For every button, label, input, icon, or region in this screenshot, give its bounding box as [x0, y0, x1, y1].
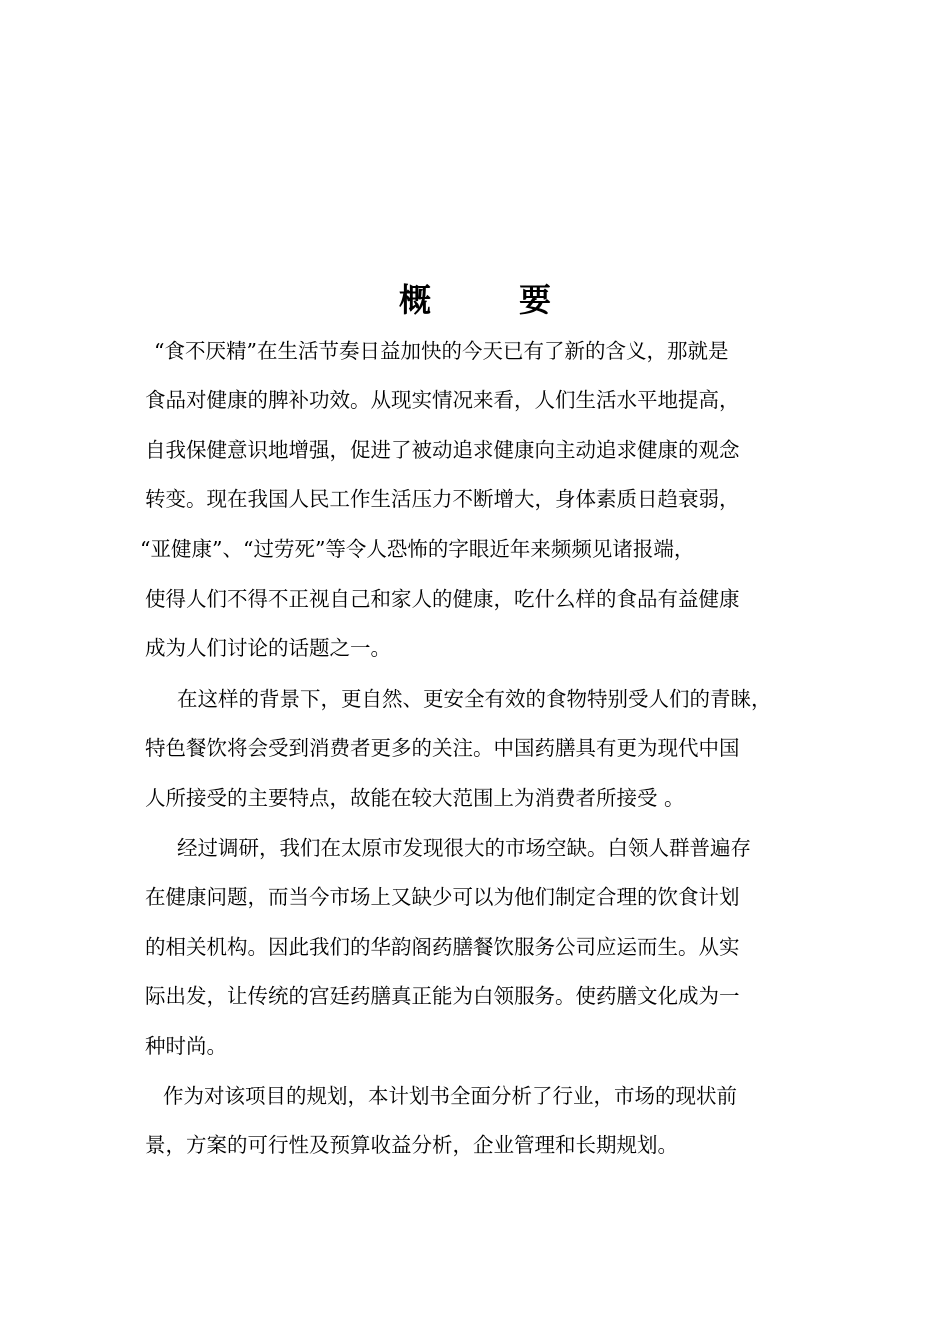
paragraph-3-line-5: 种时尚。 [145, 1034, 227, 1058]
paragraph-3-line-2: 在健康问题，而当今市场上又缺少可以为他们制定合理的饮食计划 [145, 885, 740, 909]
title-char-2: 要 [519, 281, 552, 319]
paragraph-2-line-1: 在这样的背景下，更自然、更安全有效的食物特别受人们的青睐， [177, 687, 772, 711]
paragraph-3-line-4: 际出发，让传统的宫廷药膳真正能为白领服务。使药膳文化成为一 [145, 984, 740, 1008]
paragraph-1-line-5: “亚健康”、“过劳死”等令人恐怖的字眼近年来频频见诸报端， [140, 537, 695, 561]
title-char-1: 概 [398, 281, 431, 319]
paragraph-1-line-6: 使得人们不得不正视自己和家人的健康，吃什么样的食品有益健康 [145, 587, 740, 611]
paragraph-1-line-7: 成为人们讨论的话题之一。 [145, 636, 391, 660]
paragraph-1-line-3: 自我保健意识地增强，促进了被动追求健康向主动追求健康的观念 [145, 438, 740, 462]
paragraph-2-line-2: 特色餐饮将会受到消费者更多的关注。中国药膳具有更为现代中国 [145, 736, 740, 760]
paragraph-1-line-1: “食不厌精”在生活节奏日益加快的今天已有了新的含义，那就是 [154, 339, 729, 363]
paragraph-4-line-1: 作为对该项目的规划，本计划书全面分析了行业，市场的现状前 [163, 1084, 737, 1108]
paragraph-1-line-4: 转变。现在我国人民工作生活压力不断增大，身体素质日趋衰弱， [145, 487, 740, 511]
paragraph-3-line-3: 的相关机构。因此我们的华韵阁药膳餐饮服务公司应运而生。从实 [145, 935, 740, 959]
paragraph-4-line-2: 景，方案的可行性及预算收益分析，企业管理和长期规划。 [145, 1133, 678, 1157]
paragraph-3-line-1: 经过调研，我们在太原市发现很大的市场空缺。白领人群普遍存 [177, 836, 751, 860]
page-title [0, 278, 950, 322]
paragraph-1-line-2: 食品对健康的脾补功效。从现实情况来看，人们生活水平地提高， [145, 388, 740, 412]
paragraph-2-line-3: 人所接受的主要特点，故能在较大范围上为消费者所接受 。 [145, 786, 685, 810]
